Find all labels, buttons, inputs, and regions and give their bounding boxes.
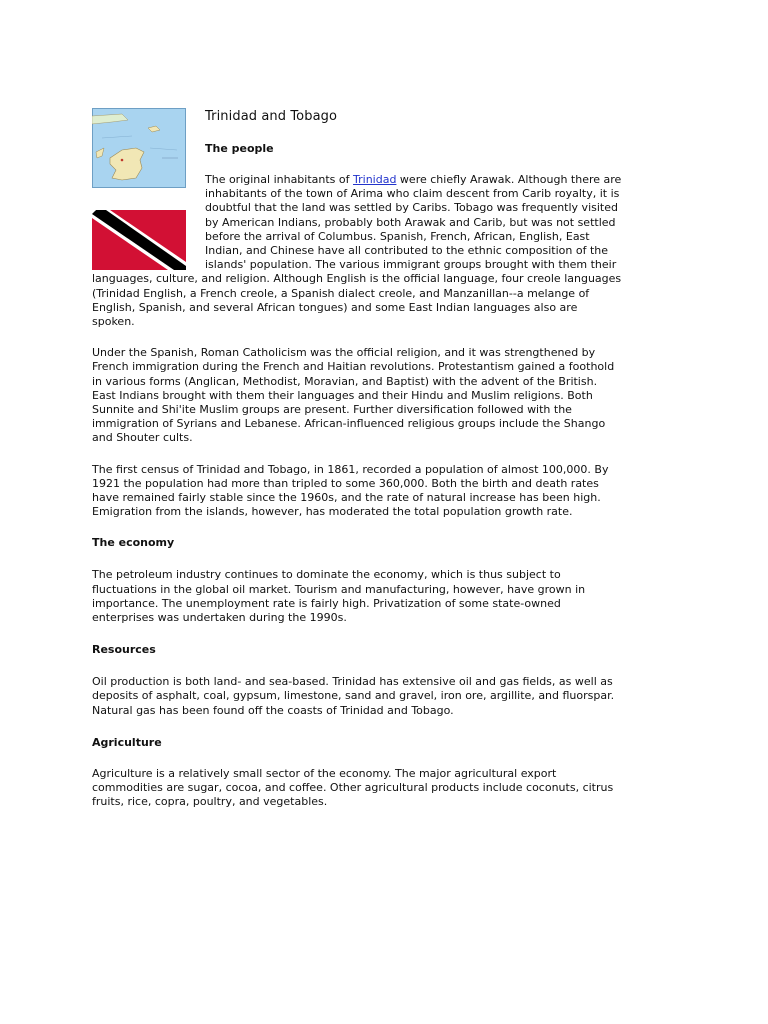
paragraph-people-3: The first census of Trinidad and Tobago, in 1861, recorded a population of almost 100,000. By 1921 the population had more than tripled to some 360,000. Both the birth and death rates have remained fairly stable since the 1960s, and the rate of natural increase has been high. Emigration from the islands, however, has moderated the total population growth rate. [92, 462, 609, 519]
section-heading-people: The people [205, 142, 274, 155]
paragraph-text: were chiefly Arawak. Although there are inhabitants of the town of Arima who claim descent from Carib royalty, it is doubtful that the land was settled by Caribs. Tobago was frequently visited by American Indians, probably both Arawak and Carib, but was not settled before the arrival of Columbus. Spanish, French, African, English, East Indian, and Chinese have all contributed to the ethnic composition of the islands' population. The various immigrant groups brought with them their languages, culture, and religion. Although English is the official language, four creole languages (Trinidad English, a French creole, a Spanish dialect creole, and Manzanillan--a melange of English, Spanish, and several African tongues) and some East Indian languages also are spoken. [92, 173, 622, 329]
section-heading-resources: Resources [92, 643, 156, 657]
image-column [92, 108, 197, 270]
paragraph-agriculture: Agriculture is a relatively small sector of the economy. The major agricultural export commodities are sugar, cocoa, and coffee. Other agricultural products include coconuts, citrus fruits, rice, copra, poultry, and vegetables. [92, 766, 614, 809]
paragraph-economy: The petroleum industry continues to dominate the economy, which is thus subject to fluctuations in the global oil market. Tourism and manufacturing, however, have grown in importance. The unemployment rate is fairly high. Privatization of some state-owned enterprises was undertaken during the 1990s. [92, 568, 586, 625]
map-icon [92, 108, 186, 188]
flag-icon [92, 210, 186, 270]
page-title: Trinidad and Tobago [205, 109, 338, 124]
paragraph-people-2: Under the Spanish, Roman Catholicism was the official religion, and it was strengthened by French immigration during the French and Haitian revolutions. Protestantism gained a foothold in various forms (Anglican, Methodist, Moravian, and Baptist) with the advent of the British. East Indians brought with them their languages and their Hindu and Muslim religions. Both Sunnite and Shi'ite Muslim groups are present. Further diversification followed with the immigration of Syrians and Lebanese. African-influenced religious groups include the Shango and Shouter cults. [92, 346, 615, 445]
paragraph-resources: Oil production is both land- and sea-based. Trinidad has extensive oil and gas fields, as well as deposits of asphalt, coal, gypsum, limestone, sand and gravel, iron ore, argillite, and fluorspar. Natural gas has been found off the coasts of Trinidad and Tobago. [92, 675, 615, 717]
section-heading-agriculture: Agriculture [92, 735, 162, 749]
trinidad-link[interactable]: Trinidad [353, 173, 397, 186]
document-page [92, 100, 622, 810]
section-heading-economy: The economy [92, 536, 175, 550]
paragraph-text: The original inhabitants of [205, 173, 354, 186]
